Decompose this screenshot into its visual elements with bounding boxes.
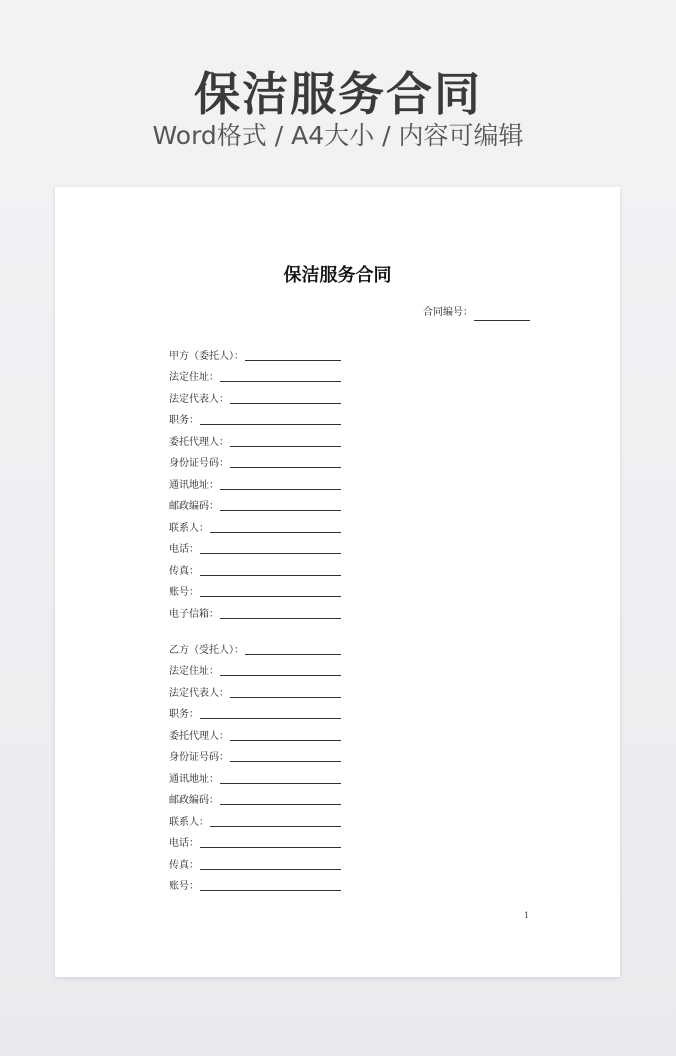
field-blank[interactable] bbox=[200, 542, 341, 554]
party-b-agent[interactable] bbox=[169, 722, 341, 744]
document-title: 保洁服务合同 bbox=[283, 265, 392, 286]
party-a-email[interactable] bbox=[169, 600, 341, 622]
field-label: 通讯地址： bbox=[169, 773, 219, 785]
field-label: 联系人： bbox=[169, 522, 209, 534]
field-blank[interactable] bbox=[210, 521, 341, 533]
field-label: 身份证号码： bbox=[169, 752, 229, 763]
party-a-position[interactable] bbox=[169, 407, 341, 429]
field-label: 邮政编码： bbox=[169, 501, 219, 512]
party-a-principal[interactable] bbox=[169, 342, 341, 364]
field-label: 职务： bbox=[169, 709, 199, 720]
party-a-postal-code[interactable] bbox=[169, 493, 341, 515]
field-blank[interactable] bbox=[220, 664, 341, 676]
field-label: 法定住址： bbox=[169, 372, 219, 383]
field-blank[interactable] bbox=[210, 815, 341, 827]
party-a-id-number[interactable] bbox=[169, 450, 341, 472]
party-a-account[interactable] bbox=[169, 579, 341, 601]
field-label: 电子信箱： bbox=[169, 608, 219, 620]
field-label: 电话： bbox=[169, 544, 199, 555]
party-a-section bbox=[169, 342, 341, 622]
field-blank[interactable] bbox=[220, 499, 341, 511]
party-a-address[interactable] bbox=[169, 364, 341, 386]
field-label: 联系人： bbox=[169, 816, 209, 828]
field-blank[interactable] bbox=[245, 349, 341, 361]
field-label: 传真： bbox=[169, 859, 199, 871]
field-blank[interactable] bbox=[230, 686, 341, 698]
party-a-agent[interactable] bbox=[169, 428, 341, 450]
party-b-fax[interactable] bbox=[169, 851, 341, 873]
field-blank[interactable] bbox=[220, 478, 341, 490]
field-blank[interactable] bbox=[200, 585, 341, 597]
field-label: 职务： bbox=[169, 415, 199, 426]
party-a-mailing-address[interactable] bbox=[169, 471, 341, 493]
field-label: 委托代理人： bbox=[169, 436, 229, 448]
field-blank[interactable] bbox=[230, 392, 341, 404]
field-label: 邮政编码： bbox=[169, 795, 219, 806]
field-blank[interactable] bbox=[230, 729, 341, 741]
party-a-phone[interactable] bbox=[169, 536, 341, 558]
party-b-contact[interactable] bbox=[169, 808, 341, 830]
field-blank[interactable] bbox=[245, 643, 341, 655]
party-b-legal-rep[interactable] bbox=[169, 679, 341, 701]
party-b-address[interactable] bbox=[169, 658, 341, 680]
field-label: 账号： bbox=[169, 587, 199, 598]
field-label: 法定代表人： bbox=[169, 687, 229, 699]
field-label: 通讯地址： bbox=[169, 479, 219, 491]
party-a-contact[interactable] bbox=[169, 514, 341, 536]
field-label: 传真： bbox=[169, 565, 199, 577]
field-blank[interactable] bbox=[230, 750, 341, 762]
field-label: 委托代理人： bbox=[169, 730, 229, 742]
party-b-postal-code[interactable] bbox=[169, 787, 341, 809]
contract-number-field[interactable] bbox=[423, 305, 530, 321]
party-a-fax[interactable] bbox=[169, 557, 341, 579]
field-blank[interactable] bbox=[220, 772, 341, 784]
field-blank[interactable] bbox=[200, 836, 341, 848]
party-b-account[interactable] bbox=[169, 873, 341, 895]
field-label: 电话： bbox=[169, 838, 199, 849]
party-b-section bbox=[169, 636, 341, 894]
party-b-id-number[interactable] bbox=[169, 744, 341, 766]
field-blank[interactable] bbox=[200, 879, 341, 891]
field-blank[interactable] bbox=[200, 413, 341, 425]
document-page bbox=[55, 187, 620, 977]
contract-number-blank[interactable] bbox=[474, 309, 530, 321]
page-title: 保洁服务合同 bbox=[194, 67, 482, 121]
party-b-phone[interactable] bbox=[169, 830, 341, 852]
field-blank[interactable] bbox=[200, 564, 341, 576]
field-blank[interactable] bbox=[220, 793, 341, 805]
field-label: 法定代表人： bbox=[169, 393, 229, 405]
page-number: 1 bbox=[524, 911, 530, 920]
party-b-position[interactable] bbox=[169, 701, 341, 723]
field-blank[interactable] bbox=[200, 707, 341, 719]
party-b-mailing-address[interactable] bbox=[169, 765, 341, 787]
party-a-legal-rep[interactable] bbox=[169, 385, 341, 407]
field-label: 法定住址： bbox=[169, 666, 219, 677]
field-blank[interactable] bbox=[230, 456, 341, 468]
contract-number-label: 合同编号： bbox=[423, 307, 473, 318]
field-blank[interactable] bbox=[220, 370, 341, 382]
field-blank[interactable] bbox=[200, 858, 341, 870]
page-subtitle: Word格式 / A4大小 / 内容可编辑 bbox=[152, 121, 524, 150]
field-blank[interactable] bbox=[220, 607, 341, 619]
field-label: 账号： bbox=[169, 881, 199, 892]
field-label: 甲方（委托人）： bbox=[169, 350, 244, 362]
party-b-trustee[interactable] bbox=[169, 636, 341, 658]
field-label: 身份证号码： bbox=[169, 458, 229, 469]
field-label: 乙方（受托人）： bbox=[169, 644, 244, 656]
field-blank[interactable] bbox=[230, 435, 341, 447]
